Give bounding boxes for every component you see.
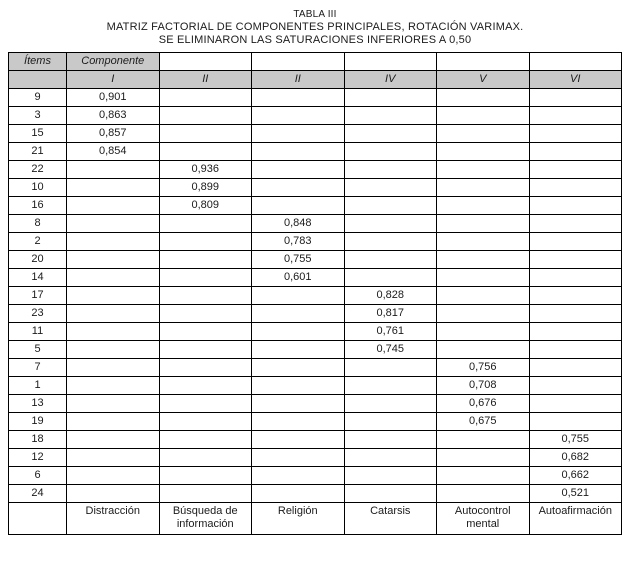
empty-cell: [344, 269, 437, 287]
component-column-header: II: [252, 71, 345, 89]
empty-cell: [437, 161, 530, 179]
empty-cell: [437, 215, 530, 233]
empty-cell: [529, 89, 622, 107]
item-number: 1: [9, 377, 67, 395]
empty-cell: [437, 179, 530, 197]
empty-cell: [159, 233, 252, 251]
factor-loading-value: 0,899: [159, 179, 252, 197]
empty-cell: [437, 197, 530, 215]
factor-loading-value: 0,848: [252, 215, 345, 233]
empty-cell: [67, 179, 160, 197]
table-row: [9, 269, 622, 287]
item-number: 16: [9, 197, 67, 215]
empty-cell: [252, 305, 345, 323]
table-row: [9, 485, 622, 503]
item-number: 9: [9, 89, 67, 107]
table-title: [8, 8, 622, 47]
empty-cell: [252, 107, 345, 125]
factor-loading-value: 0,521: [529, 485, 622, 503]
empty-cell: [67, 251, 160, 269]
empty-cell: [67, 359, 160, 377]
empty-cell: [529, 269, 622, 287]
factor-loading-value: 0,863: [67, 107, 160, 125]
empty-cell: [437, 341, 530, 359]
factor-name-label: Autoafirmación: [529, 503, 622, 535]
table-row: [9, 125, 622, 143]
empty-cell: [159, 305, 252, 323]
empty-cell: [344, 359, 437, 377]
factor-loading-value: 0,708: [437, 377, 530, 395]
factor-loading-value: 0,745: [344, 341, 437, 359]
header-row-top: [9, 53, 622, 71]
table-row: [9, 215, 622, 233]
empty-cell: [159, 413, 252, 431]
factor-loading-value: 0,936: [159, 161, 252, 179]
item-number: 21: [9, 143, 67, 161]
item-number: 15: [9, 125, 67, 143]
table-row: [9, 467, 622, 485]
empty-cell: [252, 395, 345, 413]
empty-cell: [252, 449, 345, 467]
empty-cell: [67, 467, 160, 485]
item-number: 7: [9, 359, 67, 377]
item-number: 2: [9, 233, 67, 251]
empty-cell: [252, 485, 345, 503]
empty-cell: [344, 233, 437, 251]
factor-loading-value: 0,761: [344, 323, 437, 341]
item-number: 6: [9, 467, 67, 485]
item-number: 24: [9, 485, 67, 503]
empty-cell: [344, 215, 437, 233]
empty-cell: [67, 323, 160, 341]
empty-cell: [344, 467, 437, 485]
empty-cell: [529, 287, 622, 305]
empty-cell: [159, 125, 252, 143]
empty-cell: [437, 485, 530, 503]
empty-cell: [529, 413, 622, 431]
table-row: [9, 449, 622, 467]
table-row: [9, 359, 622, 377]
empty-cell: [67, 431, 160, 449]
empty-cell: [437, 233, 530, 251]
item-number: 14: [9, 269, 67, 287]
header-row-components: [9, 71, 622, 89]
empty-cell: [159, 467, 252, 485]
empty-cell: [344, 107, 437, 125]
factor-loading-value: 0,809: [159, 197, 252, 215]
item-number: 13: [9, 395, 67, 413]
table-caption-line-2: SE ELIMINARON LAS SATURACIONES INFERIORES A 0,50: [158, 34, 472, 46]
empty-cell: [437, 323, 530, 341]
empty-cell: [529, 305, 622, 323]
empty-cell: [344, 197, 437, 215]
table-row: [9, 341, 622, 359]
empty-cell: [437, 125, 530, 143]
empty-cell: [67, 341, 160, 359]
empty-cell: [252, 89, 345, 107]
empty-cell: [344, 377, 437, 395]
empty-cell: [159, 251, 252, 269]
empty-cell: [437, 305, 530, 323]
empty-cell: [159, 431, 252, 449]
empty-cell: [159, 89, 252, 107]
factor-name-label: Distracción: [67, 503, 160, 535]
factor-name-label: Autocontrol mental: [437, 503, 530, 535]
table-row: [9, 161, 622, 179]
empty-cell: [67, 413, 160, 431]
table-row: [9, 431, 622, 449]
empty-cell: [344, 251, 437, 269]
factor-loading-value: 0,755: [252, 251, 345, 269]
factor-name-label: Religión: [252, 503, 345, 535]
empty-cell: [344, 161, 437, 179]
component-column-header: V: [437, 71, 530, 89]
empty-cell: [529, 215, 622, 233]
empty-cell: [159, 269, 252, 287]
table-row: [9, 251, 622, 269]
empty-cell: [252, 125, 345, 143]
empty-cell: [344, 179, 437, 197]
empty-cell: [437, 107, 530, 125]
items-column-header: Ítems: [9, 53, 67, 71]
factor-loading-value: 0,756: [437, 359, 530, 377]
empty-cell: [67, 449, 160, 467]
table-row: [9, 305, 622, 323]
empty-cell: [437, 287, 530, 305]
factor-loading-value: 0,817: [344, 305, 437, 323]
item-number: 12: [9, 449, 67, 467]
empty-cell: [529, 161, 622, 179]
component-column-header: IV: [344, 71, 437, 89]
item-number: 10: [9, 179, 67, 197]
factor-loading-value: 0,755: [529, 431, 622, 449]
empty-cell: [159, 359, 252, 377]
table-row: [9, 287, 622, 305]
header-spacer-cell: [252, 53, 345, 71]
empty-cell: [252, 197, 345, 215]
table-row: [9, 107, 622, 125]
empty-cell: [67, 287, 160, 305]
empty-cell: [159, 215, 252, 233]
factor-loading-value: 0,783: [252, 233, 345, 251]
item-number: 20: [9, 251, 67, 269]
empty-cell: [252, 359, 345, 377]
component-column-header: VI: [529, 71, 622, 89]
component-column-header: I: [67, 71, 160, 89]
empty-cell: [67, 395, 160, 413]
empty-cell: [344, 449, 437, 467]
empty-cell: [252, 161, 345, 179]
empty-cell: [529, 341, 622, 359]
empty-cell: [252, 377, 345, 395]
header-spacer-cell: [159, 53, 252, 71]
factor-name-label: Búsqueda de información: [159, 503, 252, 535]
empty-cell: [344, 125, 437, 143]
table-row: [9, 143, 622, 161]
header-spacer-cell: [437, 53, 530, 71]
table-row: [9, 197, 622, 215]
factor-loading-value: 0,675: [437, 413, 530, 431]
empty-cell: [67, 215, 160, 233]
items-header-spacer: [9, 71, 67, 89]
table-row: [9, 323, 622, 341]
empty-cell: [67, 305, 160, 323]
empty-cell: [529, 323, 622, 341]
empty-cell: [252, 413, 345, 431]
item-number: 11: [9, 323, 67, 341]
empty-cell: [159, 395, 252, 413]
empty-cell: [159, 341, 252, 359]
empty-cell: [344, 395, 437, 413]
table-row: [9, 395, 622, 413]
empty-cell: [67, 233, 160, 251]
component-column-header: II: [159, 71, 252, 89]
factor-loading-value: 0,857: [67, 125, 160, 143]
footer-spacer-cell: [9, 503, 67, 535]
empty-cell: [344, 413, 437, 431]
empty-cell: [344, 485, 437, 503]
item-number: 22: [9, 161, 67, 179]
empty-cell: [252, 341, 345, 359]
table-row: [9, 233, 622, 251]
empty-cell: [67, 269, 160, 287]
empty-cell: [529, 359, 622, 377]
item-number: 18: [9, 431, 67, 449]
empty-cell: [252, 323, 345, 341]
empty-cell: [159, 377, 252, 395]
table-row: [9, 179, 622, 197]
table-number: TABLA III: [293, 9, 337, 20]
empty-cell: [252, 179, 345, 197]
empty-cell: [437, 449, 530, 467]
table-row: [9, 377, 622, 395]
factor-loading-value: 0,601: [252, 269, 345, 287]
empty-cell: [437, 431, 530, 449]
factor-names-row: [9, 503, 622, 535]
empty-cell: [529, 251, 622, 269]
item-number: 8: [9, 215, 67, 233]
empty-cell: [529, 395, 622, 413]
componente-header: Componente: [67, 53, 160, 71]
empty-cell: [529, 377, 622, 395]
empty-cell: [344, 431, 437, 449]
empty-cell: [67, 161, 160, 179]
empty-cell: [159, 107, 252, 125]
empty-cell: [159, 287, 252, 305]
item-number: 5: [9, 341, 67, 359]
empty-cell: [344, 143, 437, 161]
empty-cell: [529, 125, 622, 143]
empty-cell: [252, 143, 345, 161]
factor-matrix-table: [8, 52, 622, 535]
empty-cell: [159, 449, 252, 467]
empty-cell: [437, 89, 530, 107]
empty-cell: [159, 485, 252, 503]
empty-cell: [252, 287, 345, 305]
empty-cell: [159, 323, 252, 341]
empty-cell: [67, 485, 160, 503]
factor-name-label: Catarsis: [344, 503, 437, 535]
header-spacer-cell: [344, 53, 437, 71]
empty-cell: [529, 197, 622, 215]
item-number: 19: [9, 413, 67, 431]
empty-cell: [437, 269, 530, 287]
table-row: [9, 413, 622, 431]
item-number: 3: [9, 107, 67, 125]
header-spacer-cell: [529, 53, 622, 71]
factor-loading-value: 0,676: [437, 395, 530, 413]
item-number: 23: [9, 305, 67, 323]
empty-cell: [67, 377, 160, 395]
factor-loading-value: 0,682: [529, 449, 622, 467]
factor-loading-value: 0,828: [344, 287, 437, 305]
factor-loading-value: 0,901: [67, 89, 160, 107]
item-number: 17: [9, 287, 67, 305]
empty-cell: [529, 143, 622, 161]
empty-cell: [159, 143, 252, 161]
empty-cell: [437, 251, 530, 269]
empty-cell: [252, 431, 345, 449]
empty-cell: [67, 197, 160, 215]
empty-cell: [529, 233, 622, 251]
table-row: [9, 89, 622, 107]
empty-cell: [437, 143, 530, 161]
empty-cell: [252, 467, 345, 485]
factor-loading-value: 0,662: [529, 467, 622, 485]
empty-cell: [529, 179, 622, 197]
empty-cell: [437, 467, 530, 485]
empty-cell: [529, 107, 622, 125]
table-caption-line-1: MATRIZ FACTORIAL DE COMPONENTES PRINCIPALES, ROTACIÓN VARIMAX.: [106, 21, 524, 33]
factor-loading-value: 0,854: [67, 143, 160, 161]
empty-cell: [344, 89, 437, 107]
